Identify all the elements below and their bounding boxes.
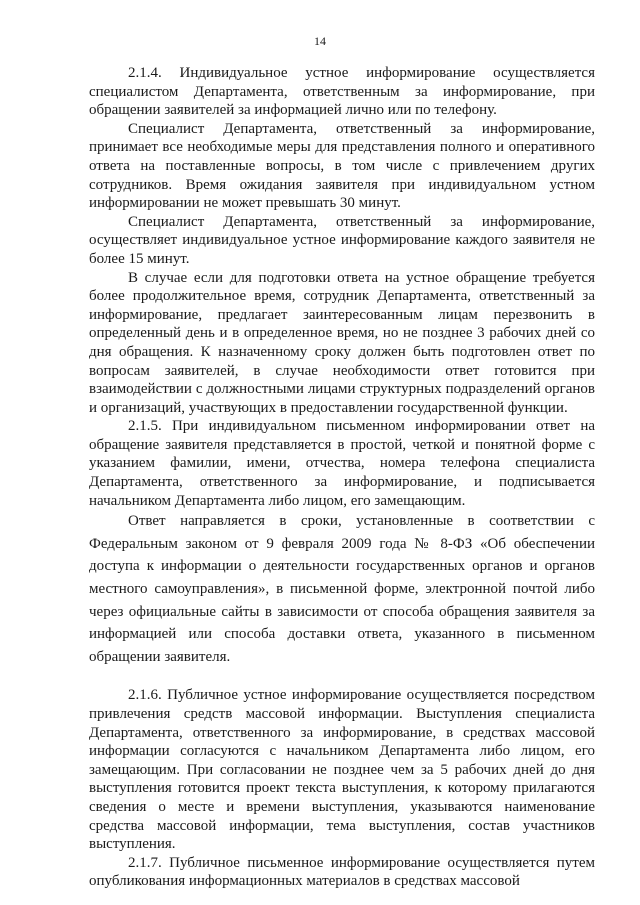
paragraph-2-1-6: 2.1.6. Публичное устное информирование осуществляется посредством привлечения средств массовой информации. Выступления специалиста Департамента, ответственного за информирование, в средствах массовой информации согласуются с начальником Департамента либо лицом, его замещающим. При согласовании не позднее чем за 5 рабочих дней до дня выступления готовится проект текста выступления, к которому прилагаются сведения о месте и времени выступления, указываются наименование средства массовой информации, тема выступления, состав участников выступления. xyxy=(89,687,595,853)
paragraph-specialist-measures: Специалист Департамента, ответственный за информирование, принимает все необходимые меры для представления полного и оперативного ответа на поставленные вопросы, в том числе с привлечением других сотрудников. Время ожидания заявителя при индивидуальном устном информировании не может превышать 30 минут. xyxy=(89,120,595,212)
paragraph-2-1-4: 2.1.4. Индивидуальное устное информирование осуществляется специалистом Департамента, ответственным за информирование, при обращении заявителей за информацией лично или по телефону. xyxy=(89,65,595,119)
paragraph-2-1-7: 2.1.7. Публичное письменное информирование осуществляется путем опубликования информационных материалов в средствах массовой xyxy=(89,854,595,890)
paragraph-specialist-duration: Специалист Департамента, ответственный за информирование, осуществляет индивидуальное устное информирование каждого заявителя не более 15 минут. xyxy=(89,213,595,267)
paragraph-2-1-5: 2.1.5. При индивидуальном письменном информировании ответ на обращение заявителя представляется в простой, четкой и понятной форме с указанием фамилии, имени, отчества, номера телефона специалиста Департамента, ответственного за информирование, и подписывается начальником Департамента либо лицом, его замещающим. xyxy=(89,418,595,509)
paragraph-response-terms: Ответ направляется в сроки, установленные в соответствии с Федеральным законом от 9 февраля 2009 года № 8-ФЗ «Об обеспечении доступа к информации о деятельности государственных органов и органов местного самоуправления», в письменной форме, электронной почтой либо через официальные сайты в зависимости от способа обращения заявителя за информацией или способа доставки ответа, указанного в письменном обращении заявителя. xyxy=(89,513,595,665)
document-body xyxy=(89,64,595,891)
page-number: 14 xyxy=(314,34,326,48)
paragraph-extended-time: В случае если для подготовки ответа на устное обращение требуется более продолжительное время, сотрудник Департамента, ответственный за информирование, предлагает заинтересованным лицам перезвонить в определенный день и в определенное время, но не позднее 3 рабочих дней со дня обращения. К назначенному сроку должен быть подготовлен ответ по вопросам заявителей, в случае необходимости ответ готовится при взаимодействии с должностными лицами структурных подразделений органов и организаций, участвующих в предоставлении государственной функции. xyxy=(89,269,595,416)
